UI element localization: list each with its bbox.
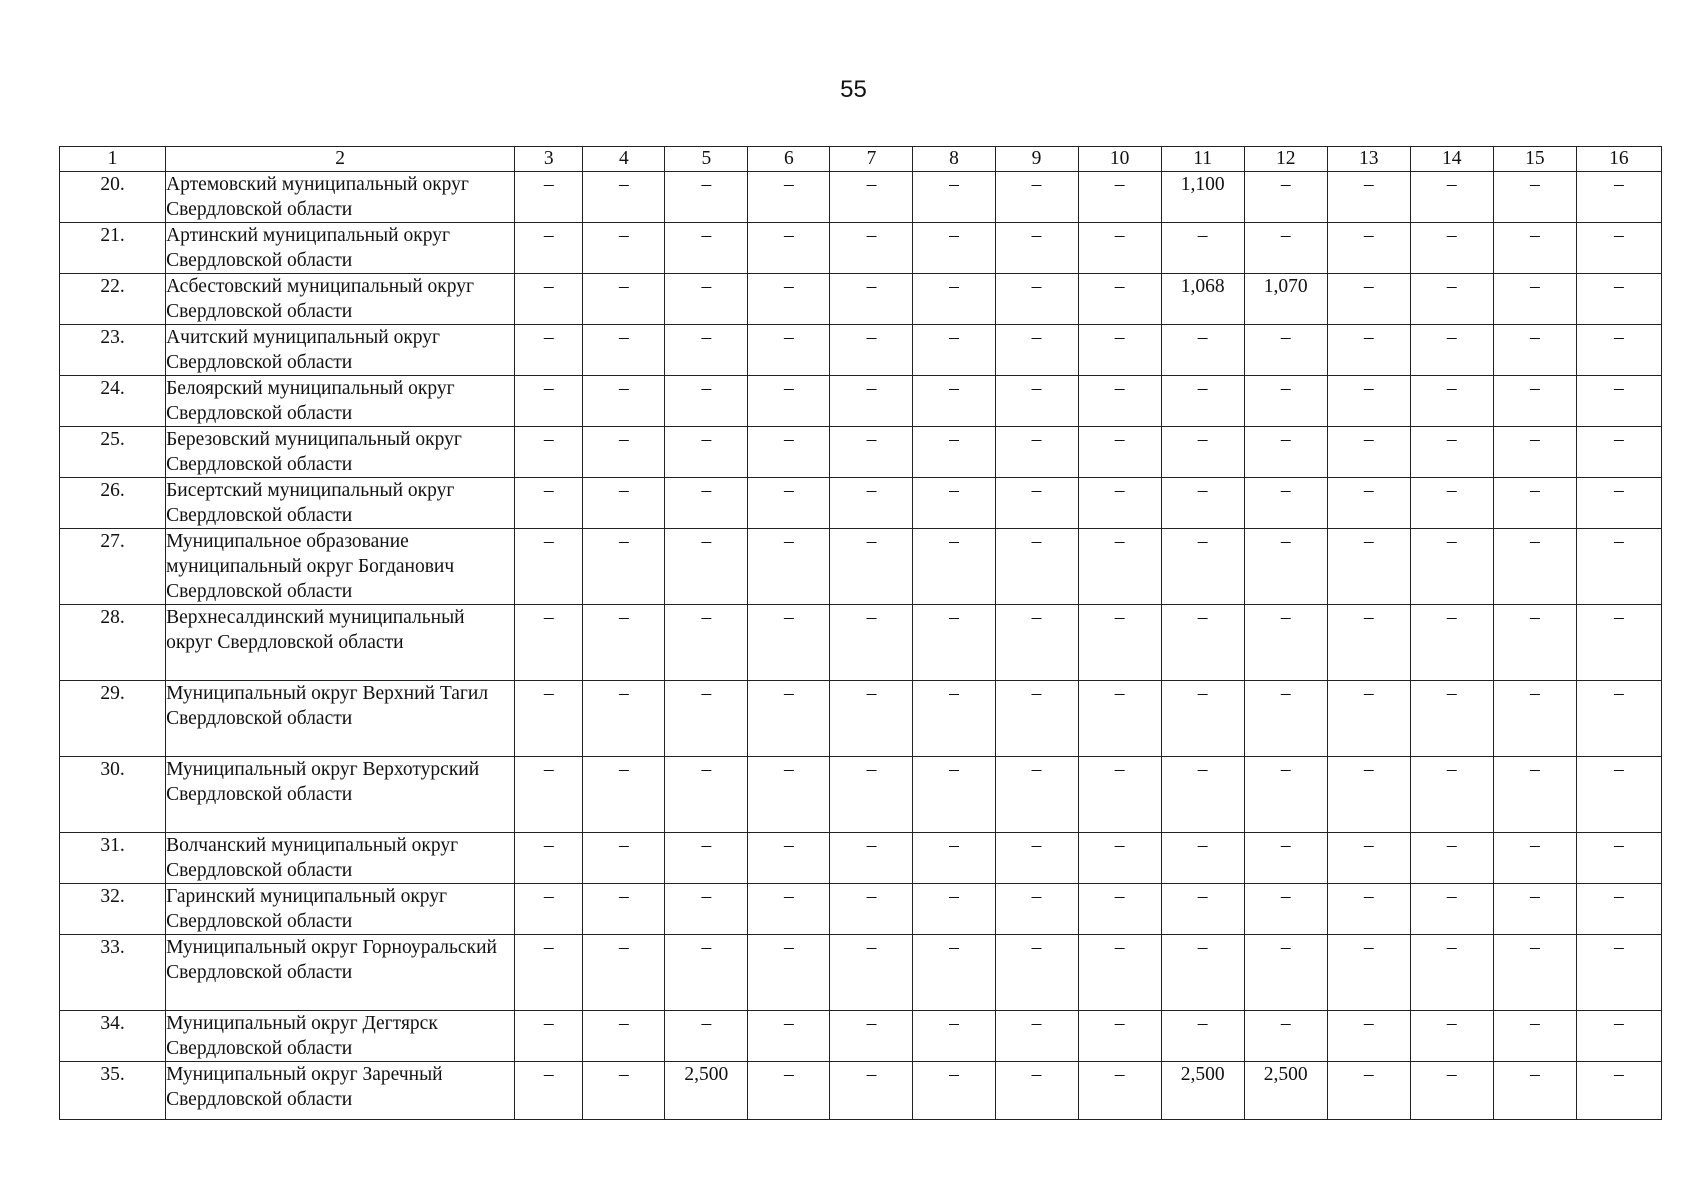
table-row xyxy=(60,605,1662,681)
value-cell: – xyxy=(748,223,830,274)
municipality-name: Муниципальное образование муниципальный округ Богданович Свердловской области xyxy=(166,529,515,605)
table-row xyxy=(60,935,1662,1011)
row-number: 34. xyxy=(60,1011,166,1062)
value-cell: – xyxy=(1244,1011,1327,1062)
value-cell: – xyxy=(830,325,913,376)
value-cell: – xyxy=(515,223,583,274)
value-cell: – xyxy=(1161,325,1244,376)
row-number: 24. xyxy=(60,376,166,427)
value-cell: – xyxy=(748,935,830,1011)
value-cell: – xyxy=(1244,833,1327,884)
value-cell: – xyxy=(830,172,913,223)
municipality-name: Бисертский муниципальный округ Свердловской области xyxy=(166,478,515,529)
value-cell: – xyxy=(1327,1011,1410,1062)
value-cell: – xyxy=(995,223,1078,274)
row-number: 31. xyxy=(60,833,166,884)
value-cell: – xyxy=(1327,935,1410,1011)
table-row xyxy=(60,325,1662,376)
municipality-name: Артемовский муниципальный округ Свердловской области xyxy=(166,172,515,223)
value-cell: – xyxy=(913,1062,995,1120)
table-row xyxy=(60,681,1662,757)
column-header: 13 xyxy=(1327,147,1410,172)
value-cell: – xyxy=(1410,274,1493,325)
value-cell: – xyxy=(1161,935,1244,1011)
value-cell: – xyxy=(1161,605,1244,681)
value-cell: – xyxy=(830,274,913,325)
value-cell: – xyxy=(1410,172,1493,223)
value-cell: – xyxy=(1327,605,1410,681)
table-row xyxy=(60,274,1662,325)
value-cell: – xyxy=(1161,1011,1244,1062)
value-cell: – xyxy=(830,757,913,833)
value-cell: – xyxy=(1576,757,1661,833)
value-cell: – xyxy=(1161,223,1244,274)
value-cell: – xyxy=(1576,427,1661,478)
value-cell: – xyxy=(748,376,830,427)
row-number: 30. xyxy=(60,757,166,833)
value-cell: – xyxy=(913,833,995,884)
value-cell: – xyxy=(515,1011,583,1062)
value-cell: – xyxy=(665,935,748,1011)
value-cell: – xyxy=(1327,478,1410,529)
value-cell: – xyxy=(1493,935,1576,1011)
column-header: 1 xyxy=(60,147,166,172)
value-cell: – xyxy=(1078,1011,1161,1062)
value-cell: – xyxy=(748,427,830,478)
row-number: 22. xyxy=(60,274,166,325)
value-cell: – xyxy=(995,605,1078,681)
value-cell: – xyxy=(1161,884,1244,935)
value-cell: – xyxy=(830,376,913,427)
value-cell: – xyxy=(1576,274,1661,325)
value-cell: – xyxy=(748,274,830,325)
header-row xyxy=(60,147,1662,172)
value-cell: – xyxy=(1161,833,1244,884)
value-cell: – xyxy=(748,325,830,376)
column-header: 5 xyxy=(665,147,748,172)
value-cell: – xyxy=(748,172,830,223)
column-header: 6 xyxy=(748,147,830,172)
value-cell: – xyxy=(830,1011,913,1062)
value-cell: – xyxy=(1327,274,1410,325)
value-cell: – xyxy=(995,757,1078,833)
value-cell: – xyxy=(995,427,1078,478)
value-cell: – xyxy=(515,884,583,935)
value-cell: – xyxy=(1161,427,1244,478)
value-cell: – xyxy=(1576,478,1661,529)
value-cell: – xyxy=(1410,223,1493,274)
municipality-name: Муниципальный округ Горноуральский Свердловской области xyxy=(166,935,515,1011)
value-cell: – xyxy=(748,757,830,833)
value-cell: – xyxy=(583,274,665,325)
value-cell: – xyxy=(1576,884,1661,935)
value-cell: – xyxy=(1410,529,1493,605)
value-cell: – xyxy=(1244,427,1327,478)
value-cell: – xyxy=(1410,376,1493,427)
value-cell: – xyxy=(1410,427,1493,478)
column-header: 12 xyxy=(1244,147,1327,172)
value-cell: – xyxy=(583,478,665,529)
value-cell: – xyxy=(665,223,748,274)
value-cell: – xyxy=(1410,478,1493,529)
value-cell: – xyxy=(583,223,665,274)
value-cell: – xyxy=(830,529,913,605)
value-cell: – xyxy=(830,1062,913,1120)
value-cell: – xyxy=(1244,757,1327,833)
value-cell: – xyxy=(1244,935,1327,1011)
value-cell: – xyxy=(1078,172,1161,223)
value-cell: – xyxy=(1078,833,1161,884)
value-cell: – xyxy=(1493,1062,1576,1120)
value-cell: – xyxy=(1327,172,1410,223)
value-cell: – xyxy=(913,605,995,681)
row-number: 21. xyxy=(60,223,166,274)
municipality-name: Волчанский муниципальный округ Свердловской области xyxy=(166,833,515,884)
value-cell: – xyxy=(1078,884,1161,935)
value-cell: – xyxy=(1078,757,1161,833)
value-cell: – xyxy=(1327,427,1410,478)
value-cell: – xyxy=(1493,681,1576,757)
value-cell: – xyxy=(665,1011,748,1062)
value-cell: – xyxy=(515,529,583,605)
value-cell: – xyxy=(830,427,913,478)
value-cell: – xyxy=(748,833,830,884)
row-number: 32. xyxy=(60,884,166,935)
value-cell: – xyxy=(1410,935,1493,1011)
value-cell: – xyxy=(1078,376,1161,427)
value-cell: – xyxy=(665,172,748,223)
value-cell: 2,500 xyxy=(665,1062,748,1120)
value-cell: – xyxy=(1244,223,1327,274)
table-body xyxy=(60,172,1662,1120)
value-cell: – xyxy=(1327,1062,1410,1120)
value-cell: – xyxy=(1161,681,1244,757)
column-header: 11 xyxy=(1161,147,1244,172)
municipality-name: Муниципальный округ Верхний Тагил Свердловской области xyxy=(166,681,515,757)
value-cell: – xyxy=(1078,325,1161,376)
value-cell: – xyxy=(995,833,1078,884)
value-cell: – xyxy=(665,884,748,935)
municipality-name: Белоярский муниципальный округ Свердловской области xyxy=(166,376,515,427)
value-cell: – xyxy=(748,1011,830,1062)
value-cell: – xyxy=(1493,1011,1576,1062)
table-row xyxy=(60,757,1662,833)
value-cell: – xyxy=(913,274,995,325)
value-cell: 1,068 xyxy=(1161,274,1244,325)
value-cell: – xyxy=(1576,605,1661,681)
value-cell: – xyxy=(913,376,995,427)
value-cell: – xyxy=(1078,935,1161,1011)
value-cell: – xyxy=(515,376,583,427)
value-cell: – xyxy=(995,274,1078,325)
value-cell: – xyxy=(1078,1062,1161,1120)
value-cell: – xyxy=(1576,223,1661,274)
value-cell: – xyxy=(583,427,665,478)
value-cell: – xyxy=(665,605,748,681)
value-cell: – xyxy=(995,884,1078,935)
value-cell: – xyxy=(1576,325,1661,376)
value-cell: – xyxy=(1327,681,1410,757)
table-row xyxy=(60,427,1662,478)
value-cell: – xyxy=(515,833,583,884)
data-table xyxy=(59,146,1662,1120)
value-cell: – xyxy=(515,1062,583,1120)
value-cell: – xyxy=(748,884,830,935)
value-cell: – xyxy=(583,172,665,223)
value-cell: – xyxy=(913,529,995,605)
value-cell: – xyxy=(913,935,995,1011)
value-cell: – xyxy=(1493,223,1576,274)
row-number: 33. xyxy=(60,935,166,1011)
value-cell: – xyxy=(830,478,913,529)
value-cell: – xyxy=(830,884,913,935)
page-number: 55 xyxy=(840,76,867,103)
value-cell: – xyxy=(1244,681,1327,757)
value-cell: – xyxy=(1493,529,1576,605)
row-number: 25. xyxy=(60,427,166,478)
value-cell: – xyxy=(995,376,1078,427)
value-cell: – xyxy=(1078,427,1161,478)
value-cell: – xyxy=(1410,605,1493,681)
value-cell: – xyxy=(583,605,665,681)
value-cell: – xyxy=(1244,325,1327,376)
value-cell: – xyxy=(748,681,830,757)
table-row xyxy=(60,1062,1662,1120)
column-header: 9 xyxy=(995,147,1078,172)
value-cell: – xyxy=(1244,172,1327,223)
municipality-name: Асбестовский муниципальный округ Свердловской области xyxy=(166,274,515,325)
value-cell: – xyxy=(1410,833,1493,884)
value-cell: – xyxy=(583,884,665,935)
value-cell: – xyxy=(515,605,583,681)
value-cell: – xyxy=(1576,681,1661,757)
value-cell: – xyxy=(1078,605,1161,681)
value-cell: – xyxy=(1327,833,1410,884)
value-cell: – xyxy=(583,935,665,1011)
value-cell: – xyxy=(515,681,583,757)
value-cell: – xyxy=(995,935,1078,1011)
value-cell: – xyxy=(748,478,830,529)
column-header: 10 xyxy=(1078,147,1161,172)
value-cell: – xyxy=(1327,223,1410,274)
value-cell: – xyxy=(913,1011,995,1062)
table-row xyxy=(60,478,1662,529)
value-cell: – xyxy=(515,935,583,1011)
row-number: 23. xyxy=(60,325,166,376)
value-cell: – xyxy=(1327,529,1410,605)
municipality-name: Ачитский муниципальный округ Свердловской области xyxy=(166,325,515,376)
value-cell: – xyxy=(583,681,665,757)
value-cell: – xyxy=(1493,478,1576,529)
column-header: 3 xyxy=(515,147,583,172)
value-cell: – xyxy=(583,833,665,884)
value-cell: – xyxy=(1410,757,1493,833)
value-cell: – xyxy=(665,427,748,478)
value-cell: – xyxy=(913,681,995,757)
value-cell: – xyxy=(1493,427,1576,478)
value-cell: – xyxy=(1576,1011,1661,1062)
value-cell: – xyxy=(665,833,748,884)
row-number: 27. xyxy=(60,529,166,605)
table-row xyxy=(60,1011,1662,1062)
value-cell: – xyxy=(665,376,748,427)
table-row xyxy=(60,833,1662,884)
column-header: 4 xyxy=(583,147,665,172)
row-number: 28. xyxy=(60,605,166,681)
value-cell: – xyxy=(583,325,665,376)
value-cell: – xyxy=(1244,376,1327,427)
column-header: 2 xyxy=(166,147,515,172)
value-cell: – xyxy=(995,478,1078,529)
value-cell: 2,500 xyxy=(1161,1062,1244,1120)
value-cell: – xyxy=(1078,478,1161,529)
value-cell: – xyxy=(1576,935,1661,1011)
value-cell: – xyxy=(1410,325,1493,376)
value-cell: – xyxy=(583,1011,665,1062)
value-cell: – xyxy=(1244,605,1327,681)
value-cell: – xyxy=(665,529,748,605)
value-cell: – xyxy=(995,1011,1078,1062)
row-number: 26. xyxy=(60,478,166,529)
value-cell: – xyxy=(830,681,913,757)
value-cell: 1,100 xyxy=(1161,172,1244,223)
value-cell: – xyxy=(1493,833,1576,884)
value-cell: – xyxy=(1410,681,1493,757)
value-cell: – xyxy=(995,529,1078,605)
value-cell: – xyxy=(913,172,995,223)
value-cell: – xyxy=(830,833,913,884)
value-cell: – xyxy=(1161,376,1244,427)
municipality-name: Муниципальный округ Верхотурский Свердловской области xyxy=(166,757,515,833)
column-header: 8 xyxy=(913,147,995,172)
value-cell: – xyxy=(913,478,995,529)
value-cell: – xyxy=(1327,376,1410,427)
value-cell: – xyxy=(515,274,583,325)
value-cell: 1,070 xyxy=(1244,274,1327,325)
value-cell: – xyxy=(515,427,583,478)
value-cell: – xyxy=(1576,172,1661,223)
municipality-name: Артинский муниципальный округ Свердловской области xyxy=(166,223,515,274)
row-number: 35. xyxy=(60,1062,166,1120)
value-cell: – xyxy=(583,529,665,605)
value-cell: – xyxy=(583,1062,665,1120)
value-cell: – xyxy=(1327,757,1410,833)
column-header: 16 xyxy=(1576,147,1661,172)
value-cell: – xyxy=(913,757,995,833)
value-cell: – xyxy=(1493,757,1576,833)
table-row xyxy=(60,529,1662,605)
value-cell: – xyxy=(748,1062,830,1120)
value-cell: – xyxy=(1493,884,1576,935)
value-cell: – xyxy=(583,376,665,427)
value-cell: – xyxy=(995,1062,1078,1120)
value-cell: – xyxy=(1244,478,1327,529)
value-cell: – xyxy=(665,325,748,376)
value-cell: – xyxy=(1493,325,1576,376)
value-cell: – xyxy=(913,223,995,274)
value-cell: – xyxy=(830,935,913,1011)
value-cell: – xyxy=(995,681,1078,757)
value-cell: – xyxy=(1410,1011,1493,1062)
value-cell: – xyxy=(1078,274,1161,325)
value-cell: – xyxy=(665,478,748,529)
value-cell: – xyxy=(1576,833,1661,884)
value-cell: – xyxy=(515,325,583,376)
value-cell: – xyxy=(1078,681,1161,757)
municipality-name: Муниципальный округ Заречный Свердловской области xyxy=(166,1062,515,1120)
municipality-name: Березовский муниципальный округ Свердловской области xyxy=(166,427,515,478)
value-cell: – xyxy=(515,478,583,529)
value-cell: – xyxy=(995,172,1078,223)
value-cell: – xyxy=(1576,529,1661,605)
value-cell: – xyxy=(1493,605,1576,681)
value-cell: – xyxy=(748,605,830,681)
table-row xyxy=(60,223,1662,274)
value-cell: – xyxy=(515,757,583,833)
municipality-name: Гаринский муниципальный округ Свердловской области xyxy=(166,884,515,935)
value-cell: – xyxy=(515,172,583,223)
value-cell: – xyxy=(913,427,995,478)
value-cell: – xyxy=(1410,884,1493,935)
value-cell: – xyxy=(665,274,748,325)
value-cell: – xyxy=(1493,376,1576,427)
value-cell: – xyxy=(1078,223,1161,274)
value-cell: – xyxy=(665,757,748,833)
value-cell: – xyxy=(1576,376,1661,427)
value-cell: – xyxy=(1244,884,1327,935)
value-cell: – xyxy=(1327,884,1410,935)
value-cell: – xyxy=(1161,478,1244,529)
value-cell: – xyxy=(1161,529,1244,605)
column-header: 7 xyxy=(830,147,913,172)
municipality-name: Муниципальный округ Дегтярск Свердловской области xyxy=(166,1011,515,1062)
value-cell: – xyxy=(1327,325,1410,376)
value-cell: – xyxy=(665,681,748,757)
value-cell: – xyxy=(1493,274,1576,325)
row-number: 29. xyxy=(60,681,166,757)
value-cell: – xyxy=(830,605,913,681)
value-cell: – xyxy=(1410,1062,1493,1120)
value-cell: – xyxy=(583,757,665,833)
value-cell: – xyxy=(830,223,913,274)
table-row xyxy=(60,376,1662,427)
value-cell: – xyxy=(913,884,995,935)
municipality-name: Верхнесалдинский муниципальный округ Свердловской области xyxy=(166,605,515,681)
column-header: 14 xyxy=(1410,147,1493,172)
value-cell: – xyxy=(995,325,1078,376)
row-number: 20. xyxy=(60,172,166,223)
table-row xyxy=(60,172,1662,223)
value-cell: – xyxy=(1161,757,1244,833)
column-header: 15 xyxy=(1493,147,1576,172)
value-cell: – xyxy=(1493,172,1576,223)
value-cell: – xyxy=(748,529,830,605)
value-cell: – xyxy=(1576,1062,1661,1120)
table-row xyxy=(60,884,1662,935)
value-cell: – xyxy=(913,325,995,376)
value-cell: – xyxy=(1078,529,1161,605)
value-cell: 2,500 xyxy=(1244,1062,1327,1120)
value-cell: – xyxy=(1244,529,1327,605)
